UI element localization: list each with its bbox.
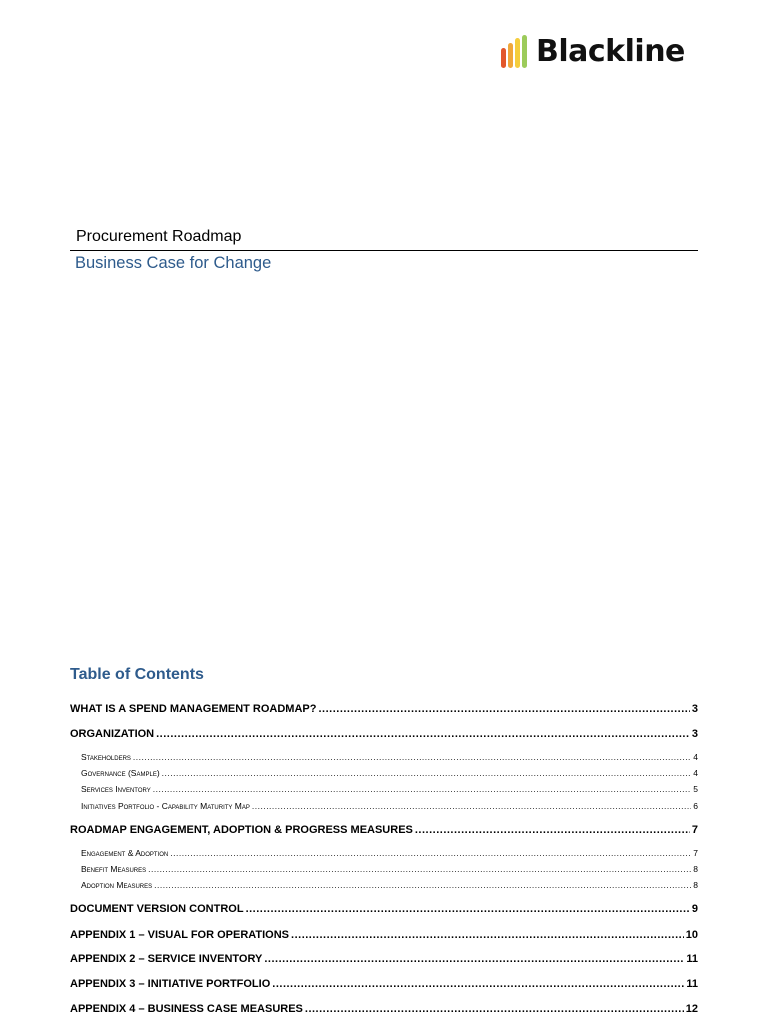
toc-entry-title: APPENDIX 1 – VISUAL FOR OPERATIONS: [70, 929, 290, 941]
toc-leader-dots: [148, 864, 691, 874]
toc-leader-dots: [415, 824, 690, 836]
toc-entry-title: Stakeholders: [81, 752, 131, 762]
toc-entry-title: Services Inventory: [81, 784, 151, 794]
toc-leader-dots: [291, 929, 684, 941]
toc-page-number: 7: [691, 824, 698, 836]
toc-entry[interactable]: [70, 824, 698, 836]
toc-leader-dots: [264, 953, 684, 965]
toc-leader-dots: [156, 728, 690, 740]
toc-leader-dots: [272, 978, 684, 990]
document-subtitle: Business Case for Change: [75, 254, 272, 272]
toc-entry[interactable]: [70, 978, 698, 990]
toc-subentry[interactable]: [81, 801, 698, 811]
toc-entry-title: DOCUMENT VERSION CONTROL: [70, 903, 244, 915]
toc-leader-dots: [162, 768, 692, 778]
toc-entry[interactable]: [70, 903, 698, 915]
toc-page-number: 8: [693, 880, 698, 890]
toc-page-number: 12: [685, 1003, 698, 1015]
toc-subentry[interactable]: [81, 784, 698, 794]
logo-text: Blackline: [536, 34, 685, 69]
toc-leader-dots: [252, 801, 691, 811]
toc-subentry[interactable]: [81, 752, 698, 762]
toc-entry-title: WHAT IS A SPEND MANAGEMENT ROADMAP?: [70, 703, 317, 715]
toc-entry-title: ROADMAP ENGAGEMENT, ADOPTION & PROGRESS MEASURES: [70, 824, 413, 836]
toc-page-number: 4: [693, 752, 698, 762]
toc-entry-title: ORGANIZATION: [70, 728, 155, 740]
toc-leader-dots: [318, 703, 689, 715]
toc-page-number: 3: [691, 703, 698, 715]
toc-subentry[interactable]: [81, 848, 698, 858]
toc-page-number: 10: [685, 929, 698, 941]
toc-leader-dots: [170, 848, 691, 858]
toc-page-number: 11: [686, 978, 698, 990]
toc-page-number: 5: [693, 784, 698, 794]
toc-page-number: 8: [693, 864, 698, 874]
toc-leader-dots: [154, 880, 691, 890]
toc-entry-title: Adoption Measures: [81, 880, 153, 890]
toc-page-number: 6: [693, 801, 698, 811]
toc-entry[interactable]: [70, 953, 698, 965]
toc-entry[interactable]: [70, 728, 698, 740]
toc-entry-title: Governance (Sample): [81, 768, 160, 778]
toc-leader-dots: [133, 752, 691, 762]
toc-entry-title: APPENDIX 3 – INITIATIVE PORTFOLIO: [70, 978, 271, 990]
toc-entry-title: Engagement & Adoption: [81, 848, 169, 858]
toc-entry-title: Benefit Measures: [81, 864, 147, 874]
toc-leader-dots: [305, 1003, 684, 1015]
toc-entry-title: APPENDIX 4 – BUSINESS CASE MEASURES: [70, 1003, 303, 1015]
toc-page-number: 3: [691, 728, 698, 740]
toc-entry-title: Initiatives Portfolio - Capability Maturity Map: [81, 801, 250, 811]
toc-page-number: 4: [693, 768, 698, 778]
toc-page-number: 7: [693, 848, 698, 858]
toc-entry-title: APPENDIX 2 – SERVICE INVENTORY: [70, 953, 263, 965]
toc-entry[interactable]: [70, 1003, 698, 1015]
toc-page-number: 11: [686, 953, 698, 965]
logo-bars-icon: [500, 34, 528, 70]
toc-heading: Table of Contents: [70, 666, 204, 683]
toc-leader-dots: [153, 784, 692, 794]
toc-entry[interactable]: [70, 703, 698, 715]
toc-subentry[interactable]: [81, 880, 698, 890]
toc-page-number: 9: [691, 903, 698, 915]
title-divider: [70, 250, 698, 251]
toc-subentry[interactable]: [81, 864, 698, 874]
toc-leader-dots: [246, 903, 690, 915]
toc-subentry[interactable]: [81, 768, 698, 778]
blackline-logo: [500, 34, 685, 70]
toc-entry[interactable]: [70, 929, 698, 941]
document-title: Procurement Roadmap: [76, 228, 242, 245]
